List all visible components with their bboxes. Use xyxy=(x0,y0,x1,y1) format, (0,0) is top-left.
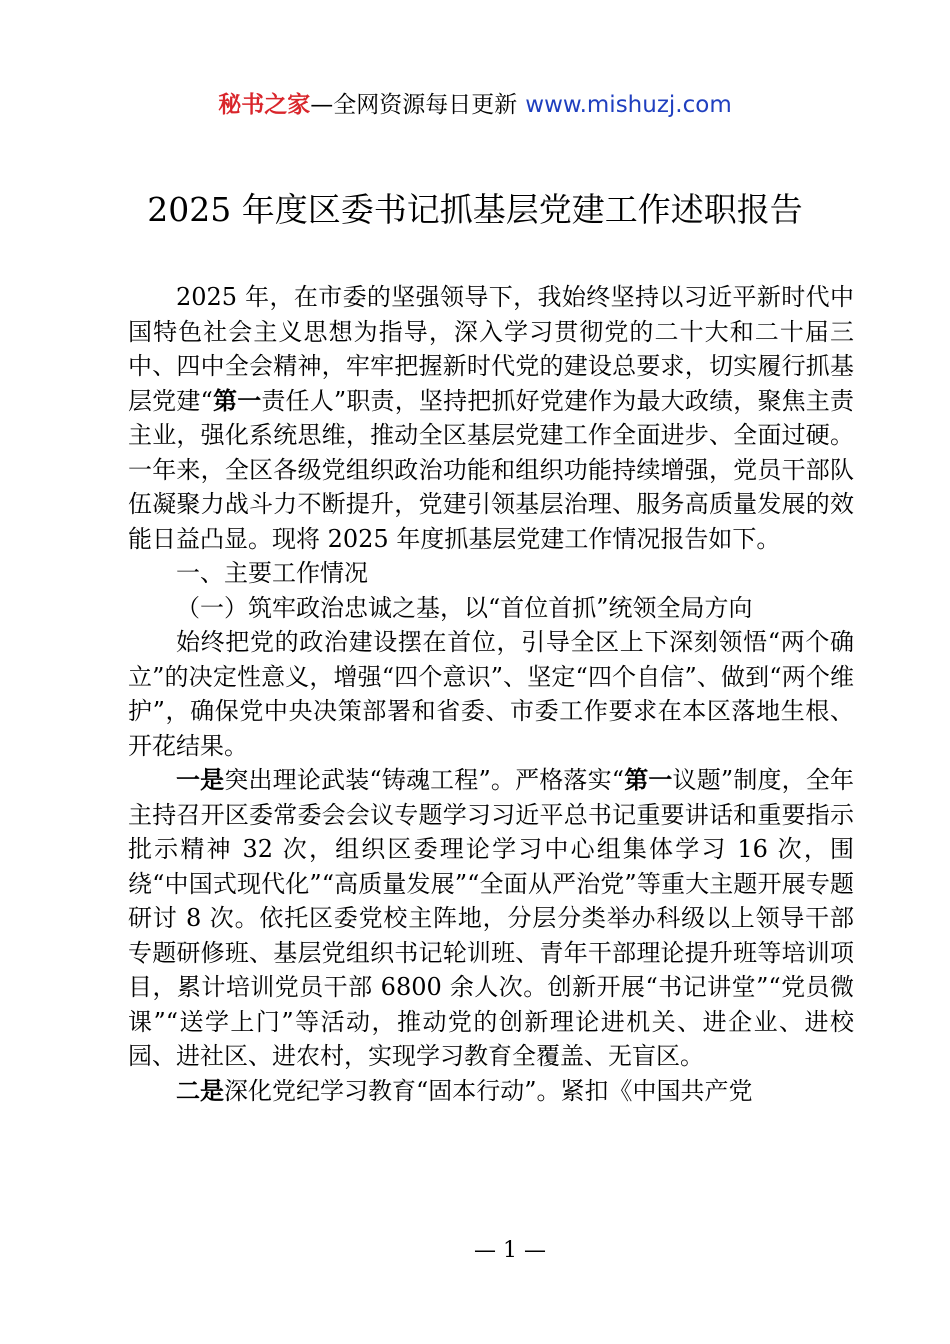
intro-rest-text: 责任人”职责，坚持把抓好党建作为最大政绩，聚焦主责主业，强化系统思维，推动全区基层党建工作全面进步、全面过硬。一年来，全区各级党组织政治功能和组织功能持续增强，党员干部队伍凝聚力战斗力不断提升，党建引领基层治理、服务高质量发展的效能日益凸显。现将 2025 年度抓基层党建工作情况报告如下。 xyxy=(128,386,854,553)
intro-quote-open: “ xyxy=(200,386,213,415)
section-heading: 一、主要工作情况 xyxy=(176,559,368,587)
point-one-label: 一是 xyxy=(176,765,225,794)
point-two-text: 深化党纪学习教育“固本行动”。紧扣《中国共产党 xyxy=(224,1076,753,1105)
point-one-bold-text: 第一 xyxy=(624,765,673,794)
point-one-paragraph xyxy=(128,763,854,1074)
banner-slogan: 全网资源每日更新 xyxy=(333,92,518,118)
document-body xyxy=(128,280,854,1108)
point-two-paragraph xyxy=(128,1074,854,1109)
site-banner xyxy=(0,88,950,122)
intro-bold-text: 第一 xyxy=(212,385,262,415)
page-number: — 1 — xyxy=(474,1238,546,1263)
point-one-text-a: 突出理论武装“铸魂工程”。严格落实“ xyxy=(224,766,625,794)
document-title: 2025 年度区委书记抓基层党建工作述职报告 xyxy=(147,190,803,229)
intro-paragraph xyxy=(128,280,854,556)
banner-separator: — xyxy=(310,92,334,118)
intro-text: 2025 年，在市委的坚强领导下，我始终坚持以习近平新时代中国特色社会主义思想为指导，深入学习贯彻党的二十大和二十届三中、四中全会精神，牢牢把握新时代党的建设总要求，切实履行抓基层党建 xyxy=(128,283,854,415)
subsection-heading: （一）筑牢政治忠诚之基，以“首位首抓”统领全局方向 xyxy=(176,593,753,622)
brand-name: 秘书之家 xyxy=(218,92,311,118)
site-url-link[interactable]: www.mishuzj.com xyxy=(525,92,732,118)
point-two-label: 二是 xyxy=(176,1075,224,1105)
point-one-text-b: 议题”制度，全年主持召开区委常委会会议专题学习习近平总书记重要讲话和重要指示批示精神 32 次，组织区委理论学习中心组集体学习 16 次，围绕“中国式现代化”“高质量发展”“全面从严治党”等重大主题开展专题研讨 8 次。依托区委党校主阵地，分层分类举办科级以上领导干部专题研修班、基层党组织书记轮训班、青年干部理论提升班等培训项目，累计培训党员干部 6800 余人次。创新开展“书记讲堂”“党员微课”“送学上门”等活动，推动党的创新理论进机关、进企业、进校园、进社区、进农村，实现学习教育全覆盖、无盲区。 xyxy=(128,766,855,1070)
politics-paragraph: 始终把党的政治建设摆在首位，引导全区上下深刻领悟“两个确立”的决定性意义，增强“四个意识”、坚定“四个自信”、做到“两个维护”，确保党中央决策部署和省委、市委工作要求在本区落地生根、开花结果。 xyxy=(128,628,854,760)
